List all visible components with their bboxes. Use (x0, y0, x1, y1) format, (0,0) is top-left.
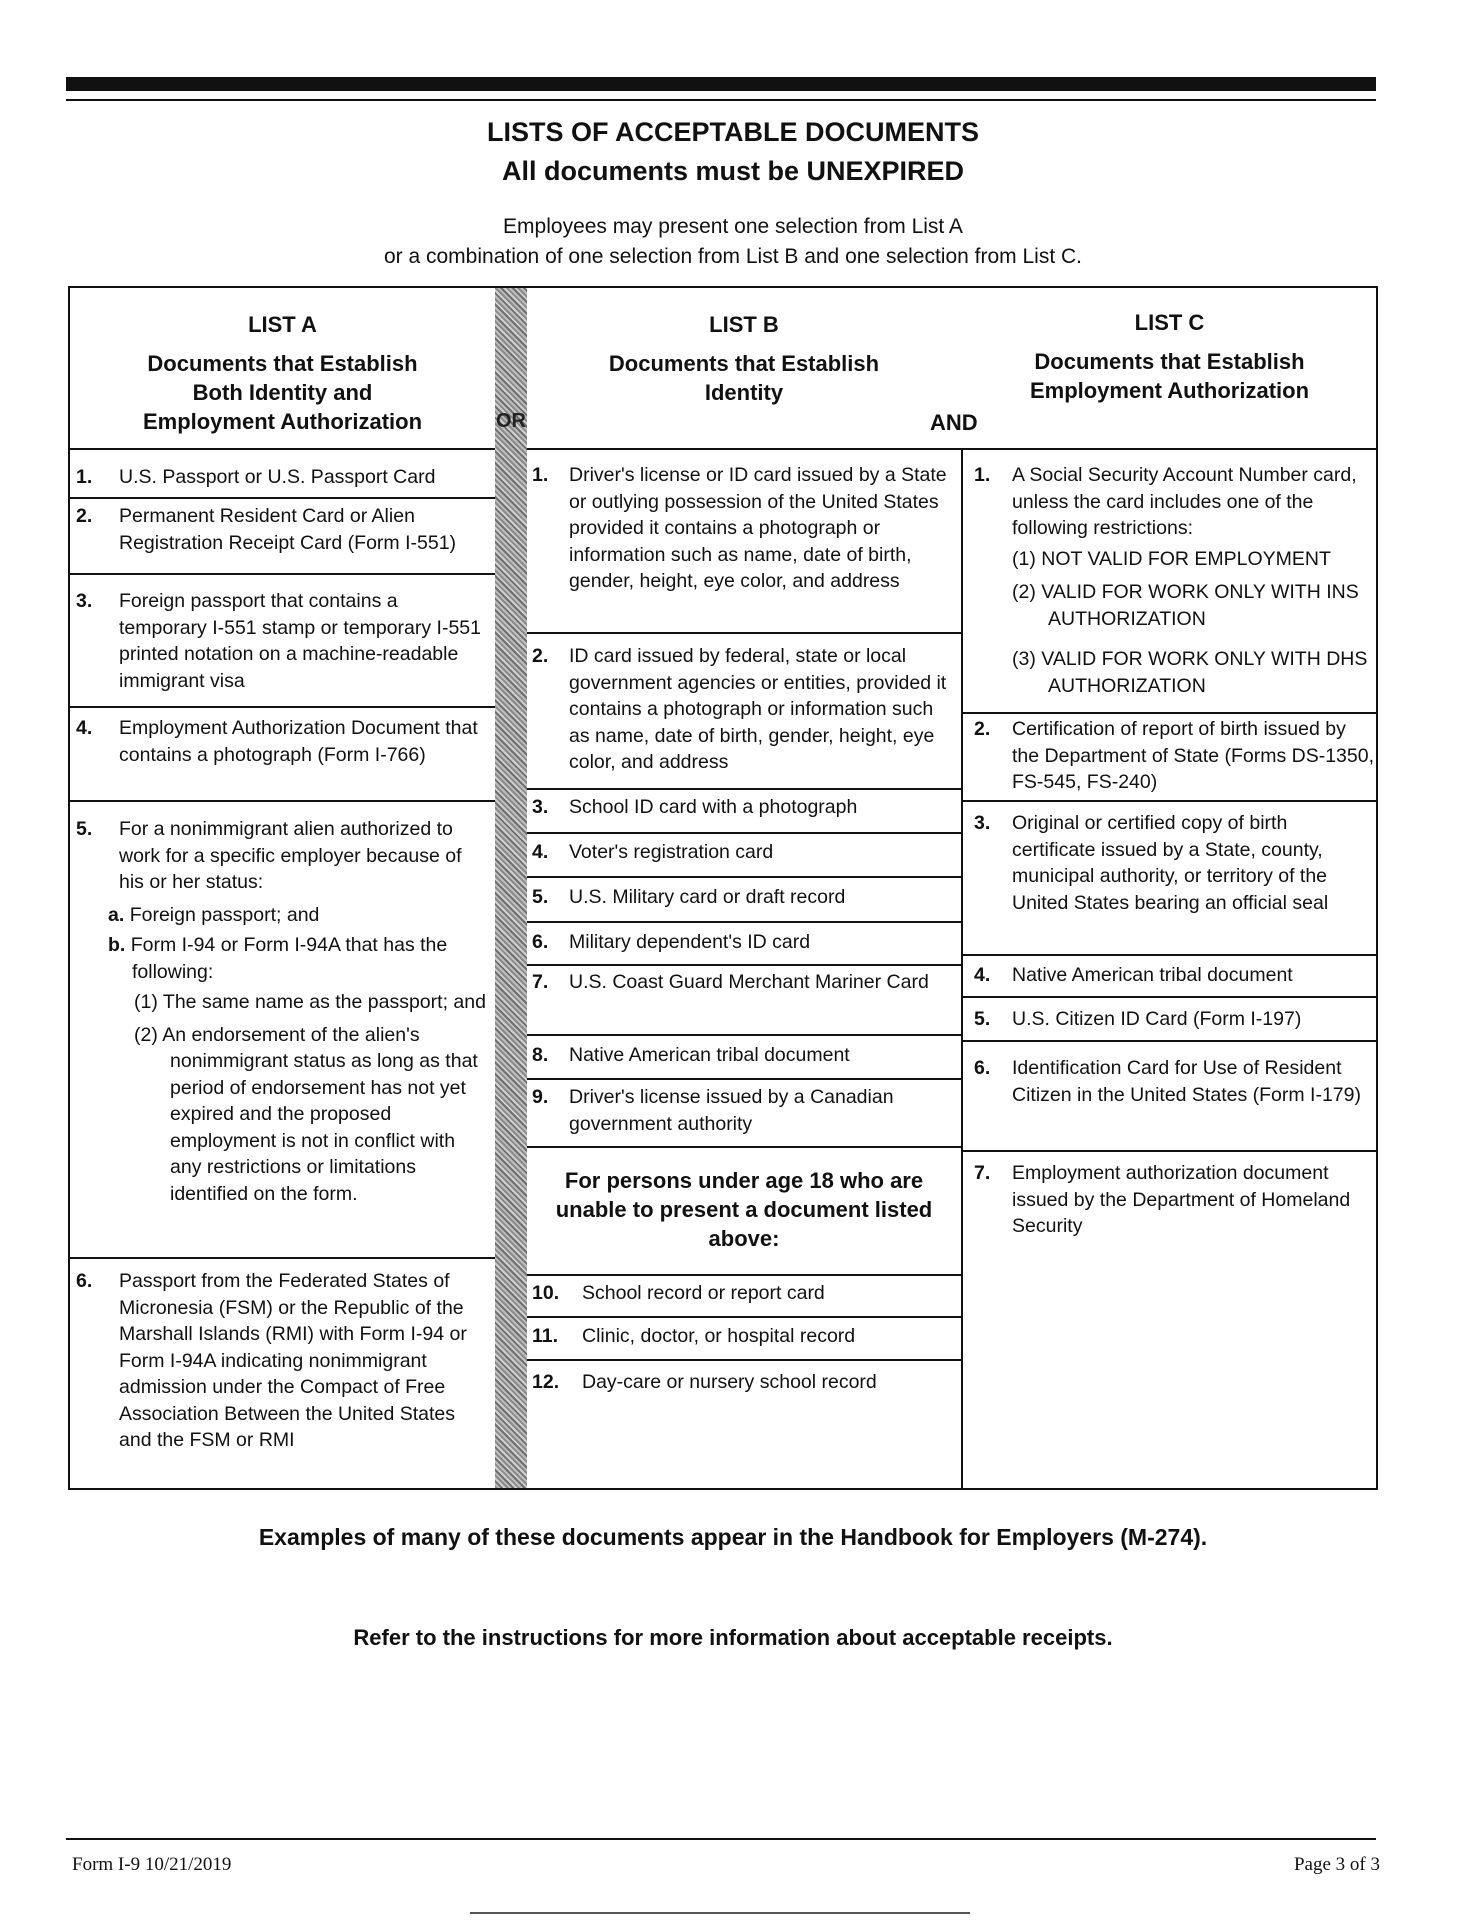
list-b-item-11-number: 11. (532, 1325, 559, 1347)
list-b-item-11 (532, 1323, 958, 1350)
list-b-item-11-text: Clinic, doctor, or hospital record (582, 1325, 856, 1347)
list-b-item-10-number: 10. (532, 1282, 560, 1304)
list-a-item-2 (76, 503, 494, 556)
list-b-item-7 (532, 969, 958, 996)
list-b-minors-heading: For persons under age 18 who are unable to present a document listed above: (555, 1168, 933, 1251)
list-a-row-divider (68, 573, 495, 575)
list-c-item-7-number: 7. (974, 1162, 991, 1184)
list-c-item-6 (974, 1055, 1374, 1108)
top-rule-thin (66, 99, 1376, 101)
list-a-header (70, 310, 495, 436)
list-a-item-1-number: 1. (76, 466, 93, 488)
list-a-item-5b1-text: The same name as the passport; and (162, 991, 486, 1013)
list-b-item-4 (532, 839, 958, 866)
list-c-row-divider (961, 712, 1378, 714)
list-b-item-10-text: School record or report card (582, 1282, 825, 1304)
list-a-item-1-text: U.S. Passport or U.S. Passport Card (119, 466, 436, 488)
list-a-item-3-text: Foreign passport that contains a temporary I-551 stamp or temporary I-551 printed notation on a machine-readable immigrant visa (119, 590, 481, 692)
list-b-item-12-number: 12. (532, 1371, 560, 1393)
list-c-item-4-text: Native American tribal document (1012, 964, 1293, 986)
or-label: OR (496, 410, 526, 432)
list-b-heading-1: Documents that Establish (608, 351, 880, 376)
note-examples: Examples of many of these documents appear in the Handbook for Employers (M-274). (258, 1524, 1208, 1550)
and-label: AND (930, 410, 978, 435)
list-c-heading-1: Documents that Establish (1034, 349, 1305, 374)
list-a-title: LIST A (248, 312, 317, 337)
list-c-item-1-restriction-1 (1012, 546, 1374, 573)
list-c-header (963, 308, 1376, 405)
list-b-item-6-text: Military dependent's ID card (569, 931, 811, 953)
list-a-item-1 (76, 464, 491, 491)
list-b-item-10 (532, 1280, 958, 1307)
list-c-row-divider (961, 996, 1378, 998)
list-a-item-4-text: Employment Authorization Document that contains a photograph (Form I-766) (119, 717, 478, 766)
list-c-item-7 (974, 1160, 1374, 1240)
list-c-row-divider (961, 954, 1378, 956)
list-c-item-2-number: 2. (974, 718, 991, 740)
list-c-row-divider (961, 800, 1378, 802)
list-b-row-divider (527, 832, 961, 834)
list-b-item-4-text: Voter's registration card (569, 841, 774, 863)
list-a-row-divider (68, 706, 495, 708)
list-b-row-divider (527, 1359, 961, 1361)
note-receipts: Refer to the instructions for more information about acceptable receipts. (353, 1625, 1113, 1650)
list-b-item-8 (532, 1042, 958, 1069)
list-c-restriction-1-label: (1) (1012, 547, 1036, 570)
list-a-item-2-number: 2. (76, 505, 93, 527)
list-b-row-divider (527, 1034, 961, 1036)
list-b-item-9-text: Driver's license issued by a Canadian government authority (569, 1086, 894, 1135)
list-a-item-2-text: Permanent Resident Card or Alien Registration Receipt Card (Form I-551) (119, 505, 457, 554)
footer-rule (66, 1838, 1376, 1840)
list-c-item-6-text: Identification Card for Use of Resident Citizen in the United States (Form I-179) (1012, 1057, 1361, 1106)
page-number: Page 3 of 3 (1293, 1854, 1380, 1875)
list-a-item-6 (76, 1268, 491, 1454)
list-c-row-divider (961, 1040, 1378, 1042)
list-b-row-divider (527, 788, 961, 790)
list-b-row-divider (527, 1274, 961, 1276)
list-b-item-2 (532, 643, 958, 776)
form-id: Form I-9 10/21/2019 (72, 1854, 232, 1875)
list-a-item-6-number: 6. (76, 1270, 93, 1292)
list-b-row-divider (527, 1146, 961, 1148)
list-b-row-divider (527, 921, 961, 923)
list-c-item-1-number: 1. (974, 464, 991, 486)
list-a-item-5b2 (134, 1022, 491, 1208)
list-a-item-4-number: 4. (76, 717, 93, 739)
list-c-item-4 (974, 962, 1374, 989)
list-c-item-3-text: Original or certified copy of birth certificate issued by a State, county, municipal authority, or territory of the United States bearing an official seal (1012, 812, 1329, 914)
list-b-item-9-number: 9. (532, 1086, 549, 1108)
list-b-item-6 (532, 929, 958, 956)
list-b-item-4-number: 4. (532, 841, 549, 863)
list-c-restriction-3-label: (3) (1012, 648, 1036, 670)
list-a-item-5b2-label: (2) (134, 1023, 158, 1046)
intro-line-2: or a combination of one selection from List B and one selection from List C. (383, 245, 1083, 268)
list-c-item-3-number: 3. (974, 812, 991, 834)
list-a-row-divider (68, 800, 495, 802)
list-c-item-2 (974, 716, 1374, 796)
list-b-item-7-number: 7. (532, 971, 549, 993)
list-c-item-1-restriction-3 (1012, 646, 1374, 699)
header-separator (68, 448, 1378, 450)
top-rule-thick (66, 77, 1376, 91)
list-c-item-2-text: Certification of report of birth issued by the Department of State (Forms DS-1350, FS-545, FS-240) (1012, 718, 1374, 793)
list-b-item-12-text: Day-care or nursery school record (582, 1371, 877, 1393)
list-a-item-5b2-text: An endorsement of the alien's nonimmigrant status as long as that period of endorsement has not yet expired and the proposed employment is not in conflict with any restrictions or limitations identified on the form. (162, 1023, 478, 1205)
list-a-item-3-number: 3. (76, 590, 93, 612)
list-b-item-3 (532, 794, 958, 821)
list-c-item-7-text: Employment authorization document issued by the Department of Homeland Security (1012, 1162, 1351, 1237)
list-b-item-1-text: Driver's license or ID card issued by a State or outlying possession of the United States provided it contains a photograph or information such as name, date of birth, gender, height, eye color, and address (569, 464, 947, 592)
list-a-item-5b-label: b. (108, 934, 126, 956)
list-a-item-5b1 (134, 989, 491, 1016)
intro-line-1: Employees may present one selection from List A (503, 215, 963, 238)
list-b-item-7-text: U.S. Coast Guard Merchant Mariner Card (569, 971, 929, 993)
list-b-row-divider (527, 1316, 961, 1318)
list-b-item-3-number: 3. (532, 796, 549, 818)
list-c-restriction-2-text: VALID FOR WORK ONLY WITH INS AUTHORIZATION (1041, 581, 1359, 630)
list-b-item-1 (532, 462, 958, 595)
list-a-item-4 (76, 715, 491, 768)
list-c-restriction-3-text: VALID FOR WORK ONLY WITH DHS AUTHORIZATION (1041, 648, 1368, 697)
list-c-restriction-2-label: (2) (1012, 581, 1036, 603)
list-c-item-5-text: U.S. Citizen ID Card (Form I-197) (1012, 1008, 1302, 1030)
bottom-scan-mark (470, 1912, 970, 1914)
list-b-item-1-number: 1. (532, 464, 549, 486)
list-c-title: LIST C (1134, 310, 1205, 335)
list-c-item-6-number: 6. (974, 1057, 991, 1079)
list-b-row-divider (527, 876, 961, 878)
list-c-item-1 (974, 462, 1374, 699)
list-c-item-4-number: 4. (974, 964, 991, 986)
list-c-item-1-text: A Social Security Account Number card, unless the card includes one of the following restrictions: (1012, 464, 1357, 539)
list-b-item-6-number: 6. (532, 931, 549, 953)
page-title: LISTS OF ACCEPTABLE DOCUMENTS (487, 117, 979, 147)
list-c-restriction-1-text: NOT VALID FOR EMPLOYMENT (1041, 547, 1331, 570)
list-b-item-2-number: 2. (532, 645, 549, 667)
list-b-item-12 (532, 1369, 958, 1396)
list-b-item-5 (532, 884, 958, 911)
list-a-item-5a (108, 902, 491, 929)
list-a-heading-2: Both Identity and (192, 380, 373, 405)
list-a-heading-1: Documents that Establish (147, 351, 418, 376)
list-a-item-3 (76, 588, 481, 694)
list-c-item-5-number: 5. (974, 1008, 991, 1030)
list-a-item-5b-text: Form I-94 or Form I-94A that has the following: (130, 934, 448, 983)
list-b-item-3-text: School ID card with a photograph (569, 796, 858, 818)
list-b-row-divider (527, 964, 961, 966)
list-a-item-5b1-label: (1) (134, 991, 158, 1013)
list-a-item-5a-text: Foreign passport; and (129, 903, 320, 926)
list-b-header (527, 310, 961, 407)
list-a-heading-3: Employment Authorization (142, 409, 423, 434)
list-a-item-5-number: 5. (76, 818, 93, 840)
list-a-row-divider (68, 497, 495, 499)
list-c-row-divider (961, 1150, 1378, 1152)
list-b-item-2-text: ID card issued by federal, state or local government agencies or entities, provided it contains a photograph or information such as name, date of birth, gender, height, eye color, and address (569, 645, 947, 773)
list-a-row-divider (68, 1257, 495, 1259)
list-b-heading-2: Identity (704, 380, 784, 405)
list-c-heading-2: Employment Authorization (1029, 378, 1310, 403)
list-b-item-5-number: 5. (532, 886, 549, 908)
list-a-item-5-text: For a nonimmigrant alien authorized to work for a specific employer because of his or her status: (119, 818, 462, 893)
list-c-item-1-restriction-2 (1012, 579, 1374, 632)
list-a-item-5a-label: a. (108, 903, 125, 926)
or-separator-band (495, 288, 527, 1488)
list-b-row-divider (527, 1078, 961, 1080)
list-a-item-6-text: Passport from the Federated States of Micronesia (FSM) or the Republic of the Marshall Islands (RMI) with Form I-94 or Form I-94A indicating nonimmigrant admission under the Compact of Free Association Between the United States and the FSM or RMI (119, 1270, 467, 1451)
list-b-item-9 (532, 1084, 958, 1137)
list-b-item-5-text: U.S. Military card or draft record (569, 886, 846, 908)
list-b-title: LIST B (709, 312, 779, 337)
list-a-item-5b (108, 932, 491, 985)
list-b-item-8-text: Native American tribal document (569, 1044, 850, 1066)
list-a-item-5 (76, 816, 491, 1207)
list-b-row-divider (527, 632, 961, 634)
divider-b-c (961, 448, 963, 1488)
list-b-item-8-number: 8. (532, 1044, 549, 1066)
page-subtitle: All documents must be UNEXPIRED (501, 156, 965, 186)
list-c-item-3 (974, 810, 1374, 916)
list-c-item-5 (974, 1006, 1374, 1033)
